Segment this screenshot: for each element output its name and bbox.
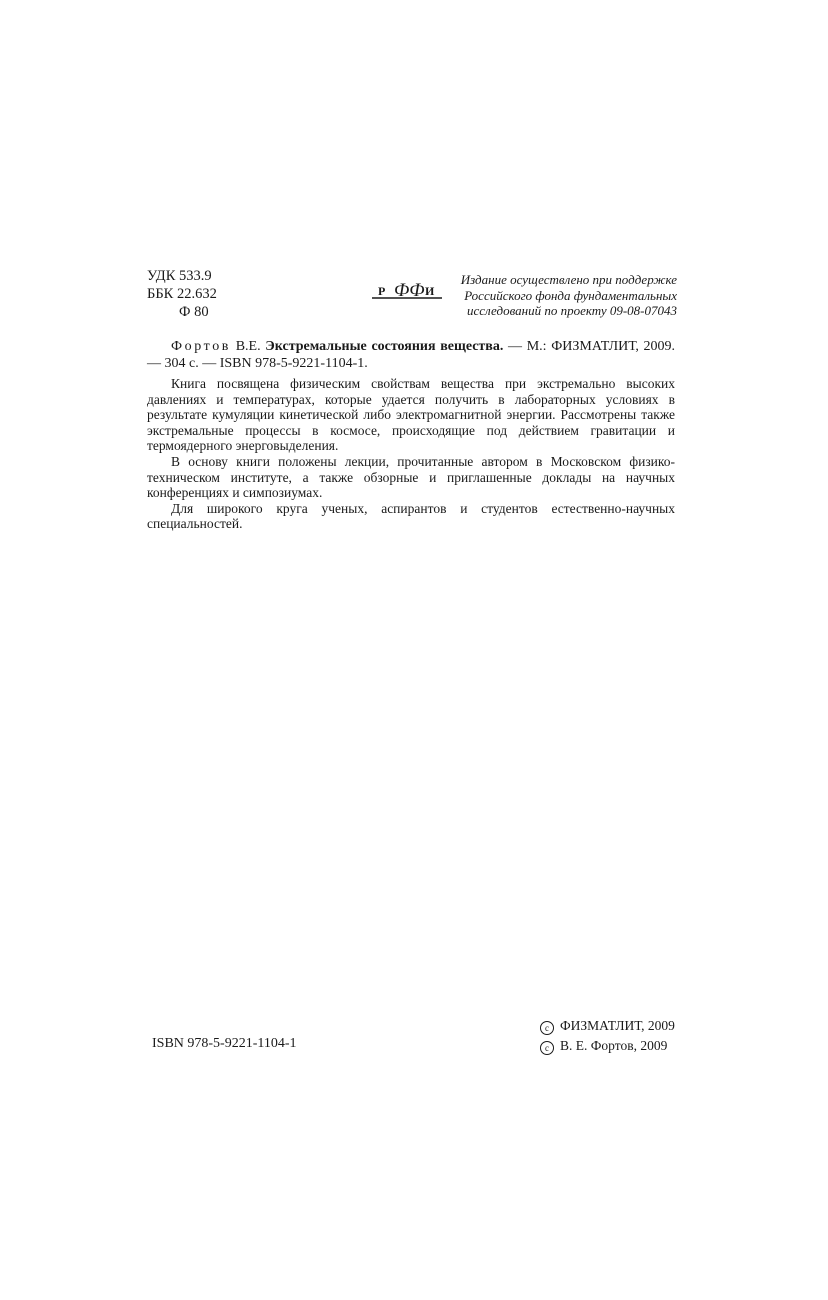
copyright-icon: c: [540, 1021, 554, 1035]
rffi-logo: [370, 272, 444, 308]
classification-block: [147, 267, 217, 321]
support-line-3: исследований по проекту 09-08-07043: [467, 303, 677, 318]
copyright-line-1: [540, 1016, 675, 1036]
bib-author: Фортов: [171, 339, 232, 354]
copyright-block: [540, 1016, 675, 1056]
copyright-line-2: [540, 1036, 675, 1056]
bib-initials: В.Е.: [235, 339, 261, 354]
support-line-2: Российского фонда фундаментальных: [464, 287, 677, 303]
abstract: [147, 376, 675, 532]
rffi-logo-graphic: [370, 272, 444, 308]
support-line-1: Издание осуществлено при поддержке: [460, 272, 677, 287]
bib-publication: — М.: ФИЗМАТЛИТ, 2009. — 304 с. — ISBN 978-5-9221-1104-1.: [147, 339, 676, 371]
bib-title: Экстремальные состояния вещества.: [265, 339, 504, 354]
author-mark: Ф 80: [179, 304, 209, 320]
copyright-icon: c: [540, 1041, 554, 1055]
abstract-paragraph-3: Для широкого круга ученых, аспирантов и студентов естественно-научных специальностей.: [147, 500, 675, 532]
logo-letter-r: Р: [378, 284, 386, 298]
abstract-paragraph-1: Книга посвящена физическим свойствам вещества при экстремально высоких давлениях и температурах, которые удается получить в лабораторных условиях в результате кумуляции кинетической либо электромагнитной энергии. Рассмотрены также экстремальные процессы в космосе, происходящие под действием гравитации и термоядерного энерговыделения.: [147, 376, 675, 454]
copyright-author: В. Е. Фортов, 2009: [560, 1038, 668, 1053]
logo-letter-i: И: [425, 284, 435, 298]
copyright-publisher: ФИЗМАТЛИТ, 2009: [560, 1018, 675, 1033]
abstract-paragraph-2: В основу книги положены лекции, прочитанные автором в Московском физико-техническом институте, а также обзорные и приглашенные доклады на научных конференциях и симпозиумах.: [147, 453, 675, 501]
support-note: [451, 272, 677, 319]
udk-code: УДК 533.9: [147, 268, 212, 284]
logo-letter-ff: ФФ: [394, 280, 425, 301]
bbk-code: ББК 22.632: [147, 286, 217, 302]
isbn: ISBN 978-5-9221-1104-1: [152, 1036, 297, 1051]
bibliographic-entry: [147, 338, 675, 372]
